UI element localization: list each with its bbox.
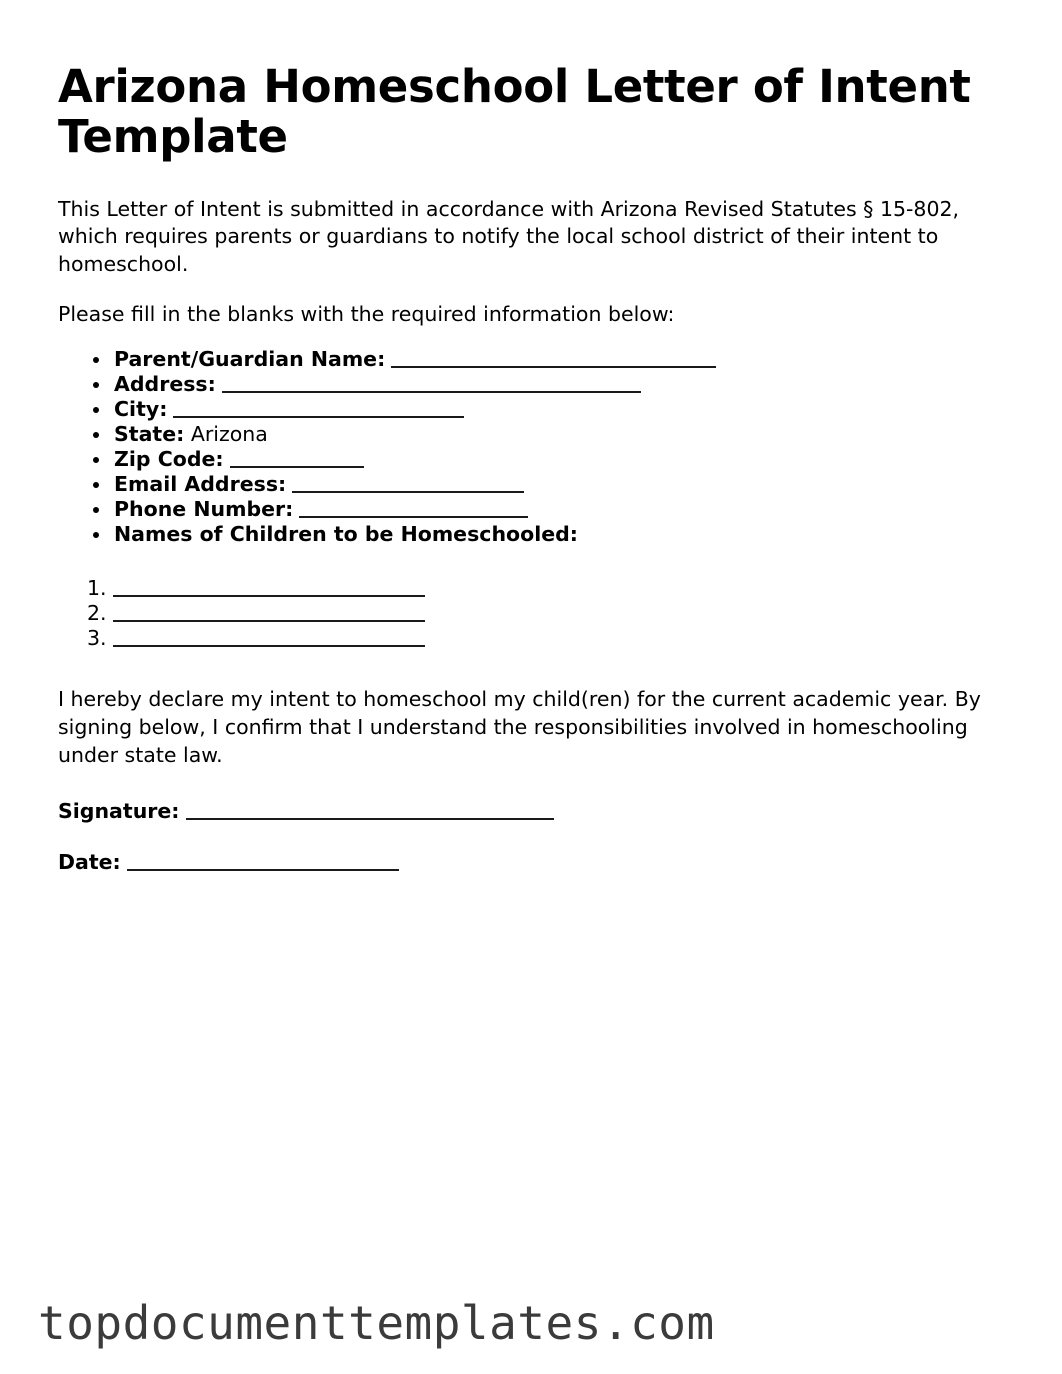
field-label: Address: — [114, 372, 216, 397]
child-name-blank-input[interactable] — [113, 584, 425, 597]
child-name-blank-input[interactable] — [113, 634, 425, 647]
form-fields-list — [58, 347, 1004, 546]
child-name-row — [87, 576, 1004, 601]
field-label: State: — [114, 422, 185, 447]
form-field-row — [92, 522, 1004, 547]
field-blank-input[interactable] — [173, 405, 464, 418]
form-field-row — [92, 347, 1004, 372]
field-label: Names of Children to be Homeschooled: — [114, 521, 579, 546]
field-blank-input[interactable] — [222, 380, 641, 393]
signature-row — [58, 799, 1004, 824]
document-content — [58, 62, 1004, 875]
form-field-row — [92, 472, 1004, 497]
intro-paragraph: This Letter of Intent is submitted in accordance with Arizona Revised Statutes § 15-802, which requires parents or guardians to notify the local school district of their intent to homeschool. — [58, 196, 960, 277]
field-label: Zip Code: — [114, 447, 224, 472]
field-value: Arizona — [184, 422, 268, 447]
child-name-blank-input[interactable] — [113, 609, 425, 622]
page-title: Arizona Homeschool Letter of Intent Template — [58, 60, 971, 164]
child-name-row — [87, 626, 1004, 651]
signature-label: Signature: — [58, 799, 180, 824]
instruction-paragraph: Please fill in the blanks with the required information below: — [58, 301, 675, 326]
form-field-row — [92, 397, 1004, 422]
child-name-row — [87, 601, 1004, 626]
field-label: Parent/Guardian Name: — [114, 347, 386, 372]
field-blank-input[interactable] — [299, 505, 528, 518]
field-blank-input[interactable] — [230, 455, 364, 468]
signature-blank-field[interactable] — [186, 807, 554, 820]
form-field-row — [92, 447, 1004, 472]
field-label: City: — [114, 397, 168, 422]
field-blank-input[interactable] — [292, 480, 524, 493]
field-blank-input[interactable] — [391, 355, 716, 368]
children-names-list — [58, 576, 1004, 651]
form-field-row — [92, 497, 1004, 522]
form-field-row — [92, 372, 1004, 397]
date-label: Date: — [58, 850, 121, 875]
declaration-paragraph: I hereby declare my intent to homeschool my child(ren) for the current academic year. By signing below, I confirm that I understand the responsibilities involved in homeschooling under state law. — [58, 687, 981, 767]
form-field-row — [92, 422, 1004, 447]
footer-watermark: topdocumenttemplates.com — [38, 1296, 715, 1350]
date-row — [58, 850, 1004, 875]
field-label: Email Address: — [114, 472, 287, 496]
date-blank-field[interactable] — [127, 858, 399, 871]
field-label: Phone Number: — [114, 496, 294, 521]
